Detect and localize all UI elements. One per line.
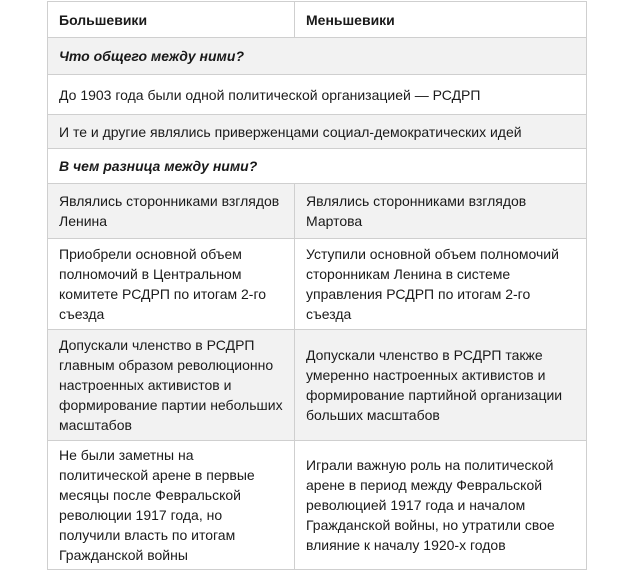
section-common-row bbox=[48, 38, 587, 75]
bolsheviks-cell: Допускали членство в РСДРП главным образом революционно настроенных активистов и формирование партии небольших масштабов bbox=[48, 330, 295, 441]
section-common-title: Что общего между ними? bbox=[48, 38, 587, 75]
header-mensheviks: Меньшевики bbox=[295, 2, 587, 38]
section-difference-title: В чем разница между ними? bbox=[48, 149, 587, 184]
bolsheviks-cell: Приобрели основной объем полномочий в Центральном комитете РСДРП по итогам 2-го съезда bbox=[48, 239, 295, 330]
section-difference-row bbox=[48, 149, 587, 184]
table-header-row bbox=[48, 2, 587, 38]
common-fact: До 1903 года были одной политической организацией — РСДРП bbox=[48, 75, 587, 115]
table-row bbox=[48, 115, 587, 149]
table-row bbox=[48, 441, 587, 570]
bolsheviks-cell: Не были заметны на политической арене в первые месяцы после Февральской революции 1917 года, но получили власть по итогам Гражданской войны bbox=[48, 441, 295, 570]
table-row bbox=[48, 330, 587, 441]
comparison-table bbox=[47, 1, 587, 570]
mensheviks-cell: Допускали членство в РСДРП также умеренно настроенных активистов и формирование партийной организации больших масштабов bbox=[295, 330, 587, 441]
table-row bbox=[48, 239, 587, 330]
mensheviks-cell: Уступили основной объем полномочий сторонникам Ленина в системе управления РСДРП по итогам 2-го съезда bbox=[295, 239, 587, 330]
table-row bbox=[48, 184, 587, 239]
table-row bbox=[48, 75, 587, 115]
header-bolsheviks: Большевики bbox=[48, 2, 295, 38]
common-fact: И те и другие являлись приверженцами социал-демократических идей bbox=[48, 115, 587, 149]
bolsheviks-cell: Являлись сторонниками взглядов Ленина bbox=[48, 184, 295, 239]
mensheviks-cell: Играли важную роль на политической арене в период между Февральской революцией 1917 года и началом Гражданской войны, но утратили свое влияние к началу 1920-х годов bbox=[295, 441, 587, 570]
mensheviks-cell: Являлись сторонниками взглядов Мартова bbox=[295, 184, 587, 239]
